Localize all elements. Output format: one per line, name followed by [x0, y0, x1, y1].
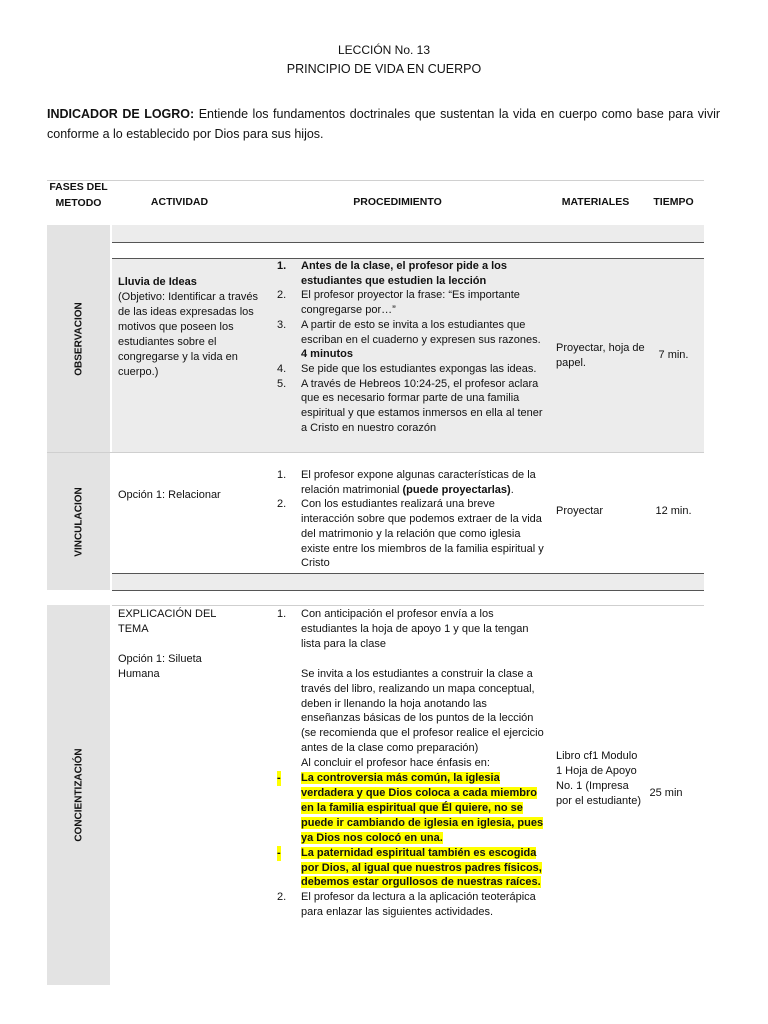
- vinculacion-bottom-band: [112, 574, 704, 590]
- procedure-step: [277, 377, 543, 436]
- highlight-text: La controversia más común, la iglesia verdadera y que Dios coloca a cada miembro en la familia espiritual que Él quiere, no se puede ir cambiando de iglesia en iglesia, pues ya Dios nos colocó en una.: [301, 772, 544, 844]
- step-number: 3.: [277, 318, 287, 331]
- step-number: 1.: [277, 469, 287, 481]
- row-divider: [112, 605, 704, 606]
- header-activity: ACTIVIDAD: [150, 196, 209, 208]
- step-number: 2.: [277, 891, 287, 904]
- step-tail: .: [510, 483, 514, 496]
- step-number: 1.: [277, 608, 287, 620]
- observacion-activity: [118, 275, 258, 380]
- activity-title: EXPLICACIÓN DEL TEMA: [118, 608, 217, 635]
- activity-objective: (Objetivo: Identificar a través de las ideas expresadas los motivos que poseen los estudiantes sobre el congregarse y la vida en cuerpo.): [118, 291, 259, 378]
- vinculacion-activity: Opción 1: Relacionar: [118, 489, 221, 501]
- vinculacion-time: 12 min.: [655, 505, 692, 517]
- step-text: Con anticipación el profesor envía a los estudiantes la hoja de apoyo 1 y que la tengan lista para la clase: [301, 608, 529, 650]
- phase-cell-concientizacion: [47, 605, 110, 985]
- procedure-step: [277, 607, 545, 652]
- achievement-indicator: [47, 104, 720, 144]
- bullet-dash: -: [277, 772, 281, 785]
- lesson-title: PRINCIPIO DE VIDA EN CUERPO: [286, 62, 482, 76]
- step-number: 2.: [277, 498, 287, 511]
- highlight-point: [277, 846, 545, 891]
- phase-cell-vinculacion: [47, 453, 110, 590]
- phase-label-observacion: OBSERVACION: [73, 301, 84, 376]
- step-text: Antes de la clase, el profesor pide a los estudiantes que estudien la lección: [301, 260, 508, 287]
- procedure-step: [277, 362, 543, 377]
- lesson-number: LECCIÓN No. 13: [337, 43, 431, 57]
- header-phase: FASES DEL METODO: [49, 181, 108, 209]
- observacion-materials: Proyectar, hoja de papel.: [556, 342, 645, 369]
- header-time: TIEMPO: [653, 196, 694, 208]
- step-duration: 4 minutos: [301, 348, 353, 361]
- explanation-note: (se recomienda que el profesor realice el ejercicio antes de la clase como preparación): [301, 727, 544, 755]
- header-procedure: PROCEDIMIENTO: [353, 196, 442, 208]
- procedure-step: [277, 259, 543, 288]
- concientizacion-activity: [118, 607, 228, 682]
- highlight-point: [277, 771, 545, 846]
- indicator-text: Entiende los fundamentos doctrinales que sustentan la vida en cuerpo como base para vivir conforme a lo establecido por Dios para sus hijos.: [47, 107, 721, 141]
- observacion-top-band: [112, 225, 704, 242]
- step-number: 2.: [277, 289, 287, 302]
- activity-option: Opción 1: Silueta Humana: [118, 653, 202, 680]
- step-text: A través de Hebreos 10:24-25, el profesor aclara que es necesario formar parte de una familia espiritual y que estamos inmersos en ella al tener a Cristo en nuestro corazón: [301, 377, 543, 434]
- step-text: El profesor da lectura a la aplicación teoterápica para enlazar las siguientes actividades.: [301, 891, 536, 919]
- row-separator: [112, 590, 704, 591]
- observacion-time: 7 min.: [658, 349, 689, 361]
- step-note: (puede proyectarlas): [402, 483, 511, 496]
- row-separator: [112, 242, 704, 243]
- step-number: 5.: [277, 377, 287, 390]
- step-text: Con los estudiantes realizará una breve interacción sobre que podemos extraer de la vida del matrimonio y la relación que como iglesia existe entre los miembros de la familia espiritual y Cristo: [301, 498, 544, 570]
- vinculacion-materials: Proyectar: [556, 505, 604, 517]
- step-text: Se pide que los estudiantes expongas las ideas.: [301, 362, 537, 375]
- procedure-step: [277, 468, 545, 497]
- step-number: 4.: [277, 362, 287, 375]
- procedure-step: [277, 890, 545, 920]
- highlight-text: La paternidad espiritual también es escogida por Dios, al igual que nuestros padres físicos, debemos estar orgullosos de nuestras raíces.: [301, 846, 542, 889]
- emphasis-intro: Al concluir el profesor hace énfasis en:: [301, 757, 490, 770]
- concientizacion-procedure: [277, 607, 545, 920]
- activity-title: Lluvia de Ideas: [118, 276, 197, 288]
- phase-cell-observacion: [47, 225, 110, 452]
- step-number: 1.: [277, 260, 287, 272]
- explanation-paragraph: Se invita a los estudiantes a construir la clase a través del libro, realizando un mapa conceptual, deben ir llenando la hoja anotando las enseñanzas básicas de los puntos de la lección: [301, 667, 535, 725]
- phase-label-concientizacion: CONCIENTIZACIÓN: [73, 748, 84, 842]
- phase-label-vinculacion: VINCULACION: [73, 486, 84, 557]
- indicator-label: INDICADOR DE LOGRO:: [47, 107, 195, 121]
- concientizacion-time: 25 min: [649, 787, 683, 799]
- step-text: A partir de esto se invita a los estudiantes que escriban en el cuaderno y expresen sus razones.: [301, 318, 541, 346]
- procedure-step: [277, 318, 543, 362]
- concientizacion-materials: Libro cf1 Modulo 1 Hoja de Apoyo No. 1 (Impresa por el estudiante): [556, 750, 641, 807]
- procedure-step: [277, 288, 543, 317]
- observacion-procedure: [277, 259, 543, 435]
- step-text: El profesor proyector la frase: “Es importante congregarse por…”: [301, 289, 520, 317]
- bullet-dash: -: [277, 846, 281, 859]
- header-materials: MATERIALES: [561, 196, 630, 208]
- vinculacion-procedure: [277, 468, 545, 571]
- row-divider: [47, 452, 704, 453]
- header-top-rule: [47, 180, 704, 181]
- step-text: El profesor expone algunas características de la relación matrimonial: [301, 469, 536, 496]
- procedure-step: [277, 497, 545, 571]
